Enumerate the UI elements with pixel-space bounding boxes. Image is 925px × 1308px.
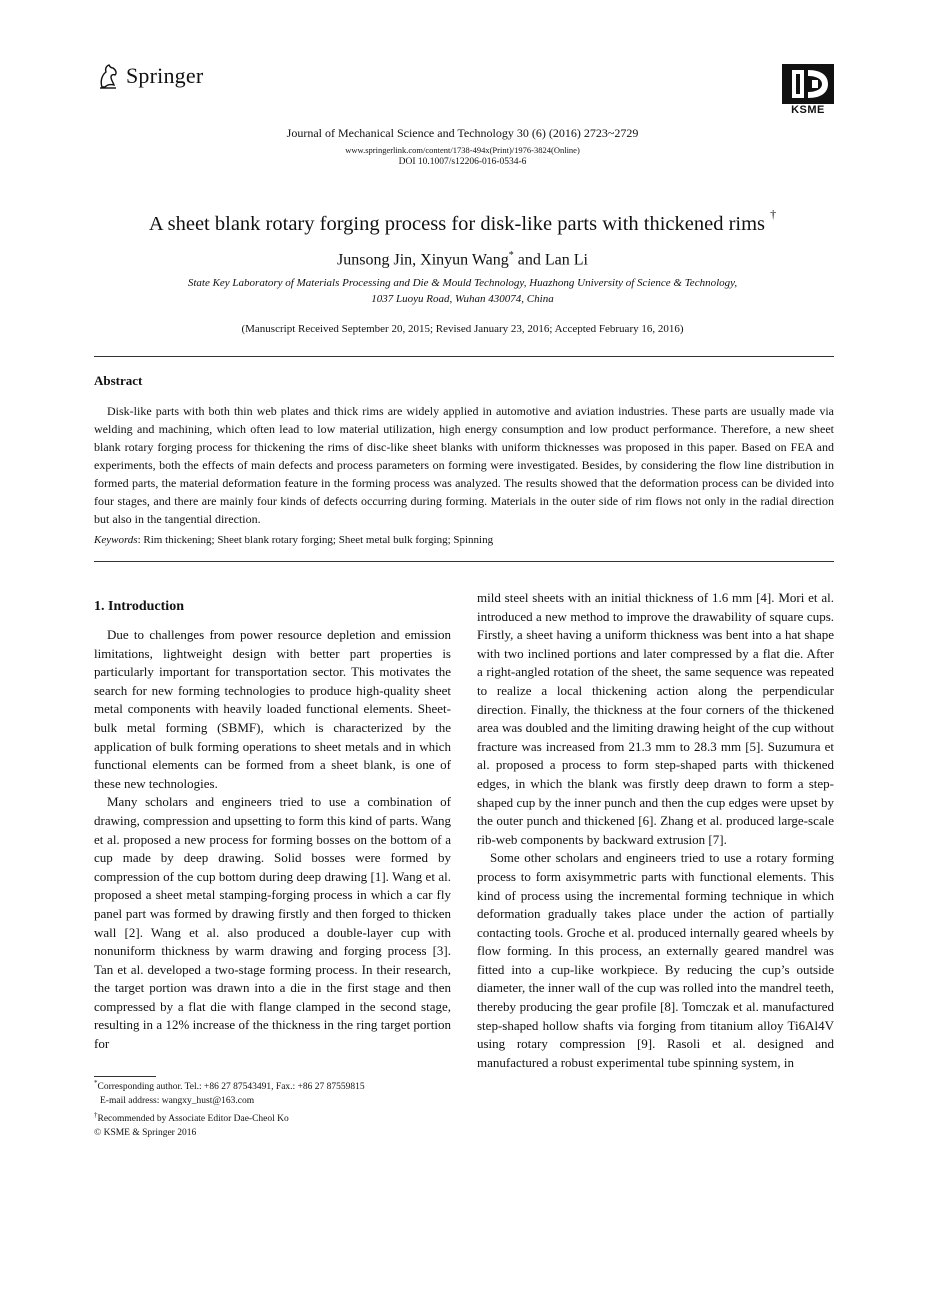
footnote-mark: † bbox=[94, 1111, 98, 1120]
affiliation-line-2: 1037 Luoyu Road, Wuhan 430074, China bbox=[371, 293, 554, 305]
footnote-mark: * bbox=[94, 1079, 98, 1087]
paragraph: Some other scholars and engineers tried to use a rotary forming process to form axisymmetric parts with functional elements. This kind of process using the incremental forming technique in which deformation gradually takes place under the action of partially contacting tools. Groche et al. produced internally geared wheels by flow forming. In this process, an externally geared mandrel was fitted into a cup-like workpiece. By reducing the cup’s outside diameter, the inner wall of the cup was rolled into the mandrel teeth, thereby producing the gear profile [8]. Tomczak et al. manufactured step-shaped hollow shafts via forging from titanium alloy Ti6Al4V using rotary compression [9]. Rasoli et al. designed and manufactured a robust experimental tube spinning system, in bbox=[477, 850, 834, 1070]
abstract-body: Disk-like parts with both thin web plates and thick rims are widely applied in automotive and aviation industries. These parts are usually made via welding and machining, which often lead to low material utilization, high energy consumption and low product performance. Therefore, a new sheet blank rotary forging process for thickening the rims of disc-like sheet blanks with uniform thicknesses was proposed in this paper. Based on FEA and experiments, both the effects of main defects and process parameters on forming were investigated. Besides, by considering the flow line distribution in formed parts, the material deformation feature in the forming process was analyzed. The results showed that the deformation process can be divided into four stages, and there are mainly four kinds of defects occurring during forming. Materials in the outer side of rim flows not only in the radial direction but also in the tangential direction. bbox=[94, 404, 834, 526]
left-column bbox=[94, 626, 451, 1054]
paragraph: mild steel sheets with an initial thickness of 1.6 mm [4]. Mori et al. introduced a new method to improve the drawability of square cups. Firstly, a sheet having a uniform thickness was bent into a hat shape with two inclined portions and later compressed by a flat die. After a right-angled rotation of the sheet, the same sequence was repeated to realize a local thickening action along the perpendicular direction. Finally, the thickness at the four corners of the thickened area was doubled and the limiting drawing height of the cup without fracture was increased from 21.3 mm to 28.3 mm [5]. Suzumura et al. proposed a process to form step-shaped parts with thickened edges, in which the blank was firstly deep drawn to form a step-shaped cup by the inner punch and then the cup edges were upset by the outer punch and thickened [6]. Zhang et al. produced large-scale rib-web components by backward extrusion [7]. bbox=[477, 590, 834, 847]
keywords-label: Keywords bbox=[94, 534, 138, 546]
corresponding-author-mark: * bbox=[508, 250, 514, 261]
affiliation-line-1: State Key Laboratory of Materials Processing and Die & Mould Technology, Huazhong University of Science & Technology, bbox=[187, 277, 738, 289]
section-heading: 1. Introduction bbox=[94, 599, 184, 614]
title-footnote-mark: † bbox=[770, 207, 777, 221]
journal-url: www.springerlink.com/content/1738-494x(Print)/1976-3824(Online) bbox=[345, 145, 580, 155]
footnote-text: Recommended by Associate Editor Dae-Cheol Ko bbox=[97, 1114, 289, 1125]
paragraph: Many scholars and engineers tried to use a combination of drawing, compression and upsetting to form this kind of parts. Wang et al. proposed a new process for forming bosses on the bottom of a cup made by deep drawing. Solid bosses were formed by compression of the cup bottom during deep drawing [1]. Wang et al. proposed a sheet metal stamping-forging process in which a car fly panel part was formed by drawing firstly and then forged to thicken wall [2]. Wang et al. also produced a double-layer cup with nonuniform thickness by warm drawing and forging process [3]. Tan et al. developed a two-stage forming process. In their research, the target portion was drawn into a die in the first stage and then compressed by a flat die with flange clamped in the second stage, resulting in a 12% increase of the thickness in the ring target portion for bbox=[94, 794, 451, 1052]
publisher-name: Springer bbox=[126, 63, 204, 88]
authors-part-a: Junsong Jin, Xinyun Wang bbox=[337, 251, 509, 269]
keywords bbox=[94, 534, 834, 546]
footnote-copyright: © KSME & Springer 2016 bbox=[94, 1128, 197, 1139]
divider-bottom bbox=[94, 561, 834, 562]
abstract-heading: Abstract bbox=[94, 373, 143, 388]
right-column bbox=[477, 589, 834, 1072]
manuscript-dates: (Manuscript Received September 20, 2015; Revised January 23, 2016; Accepted February 16, 2016) bbox=[241, 323, 684, 335]
footnote-editor bbox=[94, 1108, 365, 1126]
doi: DOI 10.1007/s12206-016-0534-6 bbox=[398, 157, 527, 167]
authors bbox=[0, 250, 925, 269]
footnote-text: Corresponding author. Tel.: +86 27 87543491, Fax.: +86 27 87559815 bbox=[97, 1082, 365, 1093]
journal-citation: Journal of Mechanical Science and Technology 30 (6) (2016) 2723~2729 bbox=[286, 126, 639, 140]
paper-title bbox=[0, 207, 925, 236]
ksme-label: KSME bbox=[791, 104, 825, 116]
paragraph: Due to challenges from power resource depletion and emission limitations, lightweight design with better part properties is particularly important for transportation sector. This motivates the search for new forming technologies to produce high-quality sheet metal components with heavily loaded functional elements. Sheet-bulk metal forming (SBMF), which is characterized by the application of bulk forming operations to sheet metals and in which functional elements can be formed from a sheet blank, is one of these new technologies. bbox=[94, 627, 451, 791]
footnotes bbox=[94, 1076, 365, 1140]
authors-part-b: and Lan Li bbox=[513, 251, 588, 269]
divider-top bbox=[94, 356, 834, 357]
springer-horse-icon bbox=[96, 63, 120, 89]
footnote-email: E-mail address: wangxy_hust@163.com bbox=[100, 1096, 255, 1107]
keywords-list: : Rim thickening; Sheet blank rotary forging; Sheet metal bulk forging; Spinning bbox=[137, 534, 494, 546]
paper-title-text: A sheet blank rotary forging process for disk-like parts with thickened rims bbox=[148, 212, 766, 235]
springer-logo bbox=[96, 62, 203, 90]
footnote-corresponding bbox=[94, 1076, 365, 1094]
